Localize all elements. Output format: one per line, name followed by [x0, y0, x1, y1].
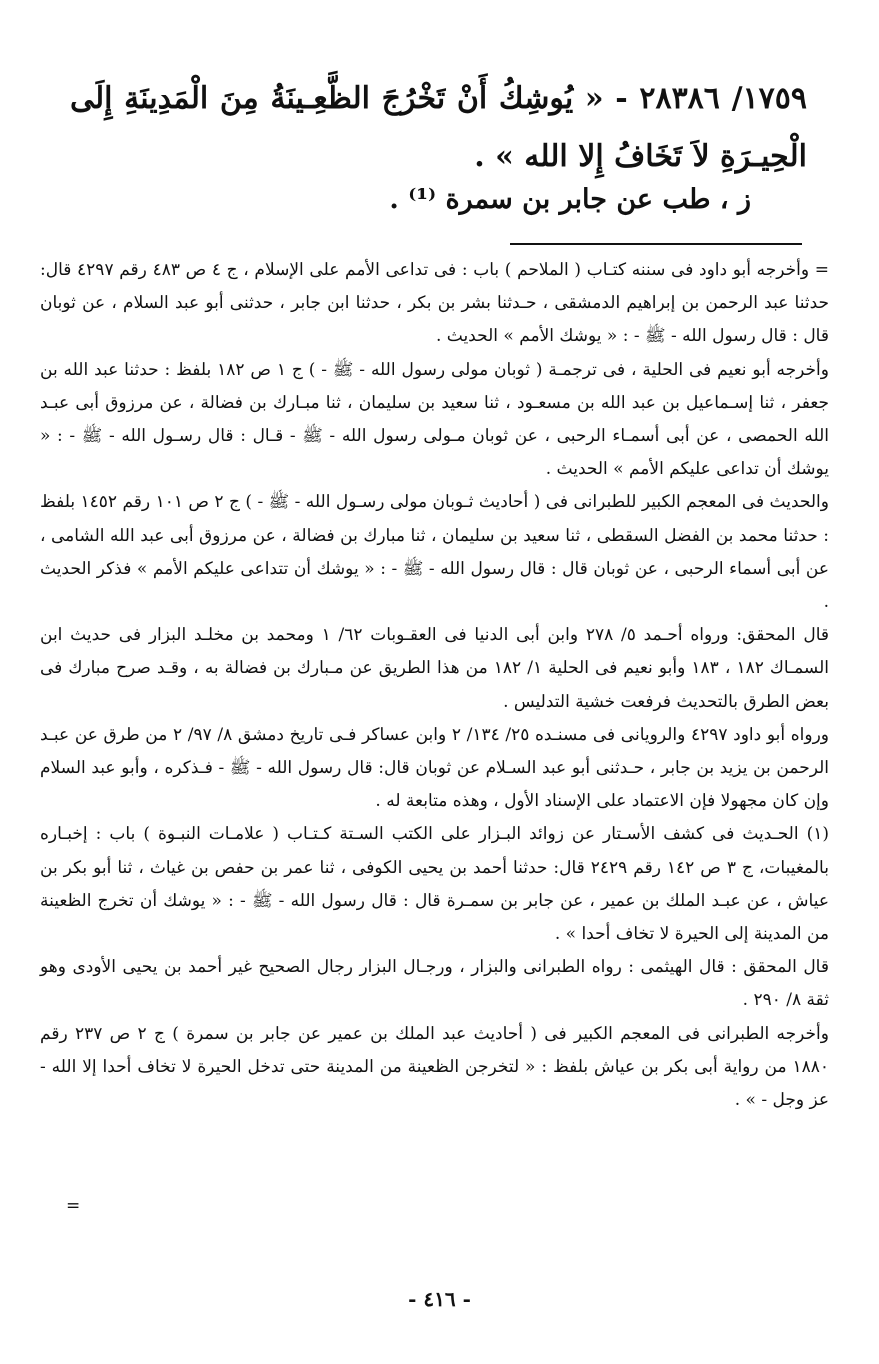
page-number: - ٤١٦ -	[408, 1287, 471, 1311]
hadith-source: ز ، طب عن جابر بن سمرة ⁽¹⁾ .	[389, 184, 751, 215]
footnotes	[40, 254, 829, 1117]
footnote-paragraph: قال المحقق : قال الهيثمى : رواه الطبرانى والبزار ، ورجـال البزار رجال الصحيح غير أحمد بن يحيى الأودى وهو ثقة ٨/ ٢٩٠ .	[40, 957, 829, 1011]
footnote-paragraph: (١) الحـديث فى كشف الأسـتار عن زوائد البـزار على الكتب السـتة كـتـاب ( علامـات النبـوة ) باب : إخبـاره بالمغيبات، ج ٣ ص ١٤٢ رقم ٢٤٢٩ قال: حدثنا أحمد بن يحيى الكوفى ، ثنا عمر بن حفص بن غياث ، ثنا أبو بكر بن عياش ، عن عبـد الملك بن عمير ، عن جابر بن سمـرة قال : قال رسول الله - ﷺ - : « يوشك أن تخرج الظعينة من المدينة إلى الحيرة لا تخاف أحدا » .	[40, 824, 829, 945]
continuation-marker: =	[66, 1196, 81, 1216]
footnote-paragraph: قال المحقق: ورواه أحـمد ٥/ ٢٧٨ وابن أبى الدنيا فى العقـوبات ٦٢/ ١ ومحمد بن مخلـد البزار فى حديث ابن السمـاك ١٨٢ ، ١٨٣ وأبو نعيم فى الحلية ١/ ١٨٢ من هذا الطريق عن مـبارك بن فضالة به ، وقـد صرح مبارك فى بعض الطرق بالتحديث فرفعت خشية التدليس .	[40, 625, 829, 712]
footnote-paragraph: وأخرجه الطبرانى فى المعجم الكبير فى ( أحاديث عبد الملك بن عمير عن جابر بن سمرة ) ج ٢ ص ٢٣٧ رقم ١٨٨٠ من رواية أبى بكر بن عياش بلفظ : « لتخرجن الظعينة من المدينة حتى تدخل الحيرة لا تخاف أحدا إلا الله - عز وجل - » .	[40, 1023, 829, 1111]
footnote-separator	[510, 243, 802, 245]
footnote-paragraph: ورواه أبو داود ٤٢٩٧ والرويانى فى مسنـده ٢٥/ ١٣٤/ ٢ وابن عساكر فـى تاريخ دمشق ٨/ ٩٧/ ٢ من طرق عن عبـد الرحمن بن يزيد بن جابر ، حـدثنى أبو عبد السـلام عن ثوبان قال: قال رسول الله - ﷺ - فـذكره ، وأبو عبد السلام وإن كان مجهولا فإن الاعتماد على الإسناد الأول ، وهذه متابعة له .	[40, 724, 829, 812]
footnote-paragraph: = وأخرجه أبو داود فى سننه كتـاب ( الملاحم ) باب : فى تداعى الأمم على الإسلام ، ج ٤ ص ٤٨٣ رقم ٤٢٩٧ قال: حدثنا عبد الرحمن بن إبراهيم الدمشقى ، حـدثنا بشر بن بكر ، حدثنا ابن جابر ، حدثنى أبو عبد السلام ، عن ثوبان قال : قال رسول الله - ﷺ - : « يوشك الأمم » الحديث .	[40, 260, 829, 347]
footnote-paragraph: والحديث فى المعجم الكبير للطبرانى فى ( أحاديث ثـوبان مولى رسـول الله - ﷺ - ) ج ٢ ص ١٠١ رقم ١٤٥٢ بلفظ : حدثنا محمد بن الفضل السقطى ، ثنا سعيد بن سليمان ، ثنا مبارك بن فضالة ، عن مرزوق أبى عبد الله الشامى ، عن أبى أسماء الرحبى ، عن ثوبان قال : قال رسول الله - ﷺ - : « يوشك أن تتداعى عليكم الأمم » فذكر الحديث .	[40, 492, 829, 613]
footnote-paragraph: وأخرجه أبو نعيم فى الحلية ، فى ترجمـة ( ثوبان مولى رسول الله - ﷺ - ) ج ١ ص ١٨٢ بلفظ : حدثنا عبد الله بن جعفر ، ثنا إسـماعيل بن عبد الله بن مسعـود ، ثنا سعيد بن سليمان ، ثنا مبـارك بن فضالة ، عن مرزوق أبى عبـد الله الحمصى ، عن أبى أسمـاء الرحبى ، عن ثوبان مـولى رسول الله - ﷺ - قـال : قال رسـول الله - ﷺ - : « يوشك أن تداعى عليكم الأمم » الحديث .	[40, 359, 829, 480]
hadith-text: ١٧٥٩/ ٢٨٣٨٦ - « يُوشِكُ أَنْ تَخْرُجَ الظَّعِـينَةُ مِنَ الْمَدِينَةِ إِلَى الْحِيـرَةِ لاَ تَخَافُ إِلا الله » .	[70, 81, 807, 174]
